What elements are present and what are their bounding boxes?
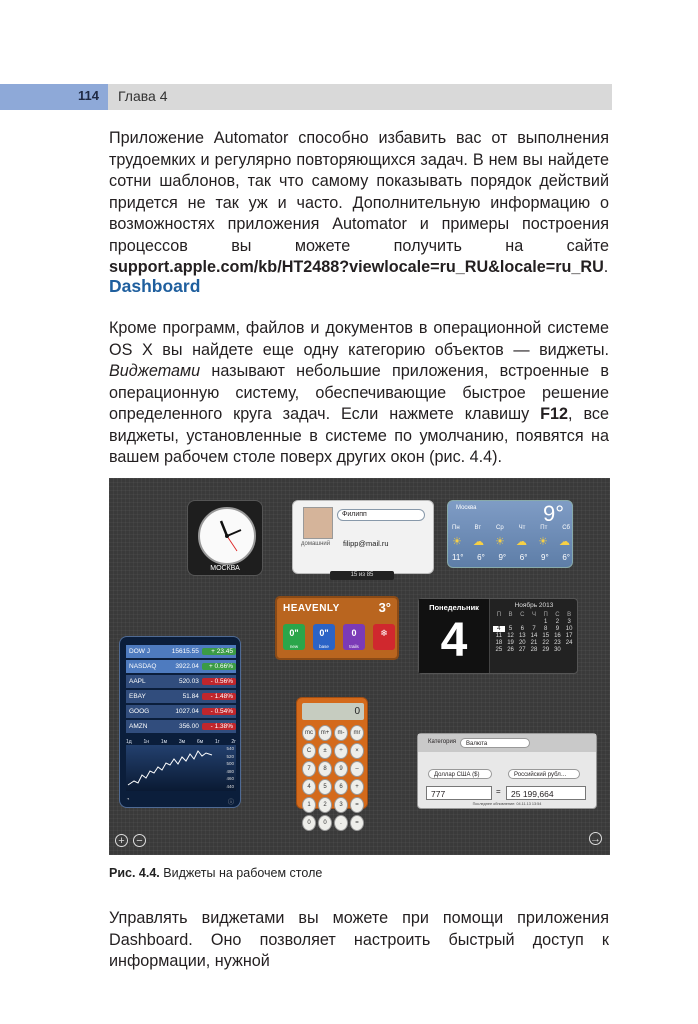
add-widget-button[interactable]: + xyxy=(115,834,128,847)
partly-sunny-icon: ☀ xyxy=(495,536,505,548)
calendar-day[interactable]: 15 xyxy=(542,633,550,639)
weather-city: Москва xyxy=(456,505,477,511)
weather-temp: 11° xyxy=(452,553,464,562)
calculator-key[interactable]: = xyxy=(350,797,364,813)
stock-symbol: GOOG xyxy=(129,708,150,715)
calculator-key[interactable]: 5 xyxy=(318,779,332,795)
calculator-key[interactable]: C xyxy=(302,743,316,759)
stock-y-label: 520 xyxy=(226,753,234,759)
stock-price: 520.03 xyxy=(178,678,199,685)
calendar-day[interactable] xyxy=(516,619,528,625)
calendar-widget[interactable] xyxy=(418,598,578,674)
stock-row[interactable] xyxy=(126,660,236,673)
stock-price: 1027.04 xyxy=(175,708,199,715)
calculator-key[interactable]: ± xyxy=(318,743,332,759)
calendar-day[interactable]: 4 xyxy=(493,626,505,632)
stock-price: 51.84 xyxy=(182,693,199,700)
calendar-day[interactable] xyxy=(505,619,517,625)
stock-price: 15615.55 xyxy=(171,648,199,655)
weather-temp: 9° xyxy=(541,553,549,562)
calendar-weekday: С xyxy=(555,612,560,618)
calculator-key[interactable]: – xyxy=(350,761,364,777)
clock-hands-icon xyxy=(200,509,254,563)
calendar-day[interactable]: 28 xyxy=(530,647,538,653)
stock-period-tab[interactable]: 1д xyxy=(126,739,132,745)
stock-change: - 0.54% xyxy=(202,708,236,715)
calendar-day[interactable]: 21 xyxy=(530,640,538,646)
calculator-key[interactable]: = xyxy=(350,815,364,831)
calculator-key[interactable]: 4 xyxy=(302,779,316,795)
stock-graph xyxy=(126,745,236,791)
weather-widget[interactable] xyxy=(447,500,573,568)
calendar-day[interactable]: 19 xyxy=(507,640,514,646)
calendar-day[interactable]: 29 xyxy=(542,647,550,653)
stock-period-tab[interactable]: 2г xyxy=(231,739,236,745)
calendar-day[interactable]: 2 xyxy=(555,619,560,625)
stock-row[interactable] xyxy=(126,645,236,658)
calculator-key[interactable]: 1 xyxy=(302,797,316,813)
stock-change: + 0.66% xyxy=(202,663,236,670)
calendar-day[interactable]: 1 xyxy=(544,619,548,625)
converter-to-select[interactable]: Российский рубл… xyxy=(508,769,580,779)
clock-city: МОСКВА xyxy=(210,565,240,572)
calendar-day[interactable]: 22 xyxy=(542,640,550,646)
chapter-title: Глава 4 xyxy=(118,88,168,104)
stock-price: 356.00 xyxy=(178,723,199,730)
calendar-weekday: В xyxy=(567,612,572,618)
converter-category-select[interactable]: Валюта xyxy=(460,738,530,748)
weather-day: Чт xyxy=(518,525,526,531)
weather-day: Пт xyxy=(540,525,548,531)
ski-resort-name: HEAVENLY xyxy=(283,603,340,614)
calendar-day[interactable]: 17 xyxy=(565,633,573,639)
stock-y-label: 500 xyxy=(226,761,234,766)
email-label: домашний xyxy=(301,541,331,547)
rain-icon: ☁ xyxy=(472,536,484,548)
calculator-key[interactable]: 9 xyxy=(334,761,348,777)
address-book-widget[interactable] xyxy=(292,500,434,574)
paragraph-manage: Управлять виджетами вы можете при помощи приложения Dashboard. Оно позволяет настроить быстрый доступ к информации, нужной xyxy=(109,909,609,970)
calendar-day[interactable] xyxy=(493,619,505,625)
calendar-day[interactable]: 16 xyxy=(554,633,561,639)
refresh-icon[interactable]: ◔ xyxy=(126,797,130,803)
stock-y-label: 540 xyxy=(226,746,234,751)
calendar-weekday: Ч xyxy=(531,612,536,618)
converter-from-input[interactable]: 777 xyxy=(426,786,492,800)
calendar-day[interactable]: 6 xyxy=(520,626,524,632)
calendar-day[interactable]: 9 xyxy=(555,626,560,632)
caption-label: Рис. 4.4. xyxy=(109,866,160,880)
stock-change: - 0.56% xyxy=(202,678,236,685)
stock-symbol: EBAY xyxy=(129,693,146,700)
calculator-key[interactable]: 2 xyxy=(318,797,332,813)
stock-y-label: 440 xyxy=(226,783,234,789)
clock-widget[interactable] xyxy=(187,500,263,576)
calendar-day[interactable]: 7 xyxy=(532,626,536,632)
weather-day: Ср xyxy=(496,525,504,531)
stock-line-chart xyxy=(126,745,216,791)
paragraph-text: , все виджеты, установленные в системе по умолчанию, появятся на вашем рабочем столе поверх других окон (рис. 4.4). xyxy=(109,405,610,466)
weather-temp: 6° xyxy=(562,553,570,562)
rain-icon: ☁ xyxy=(558,536,570,548)
calculator-key[interactable]: 3 xyxy=(334,797,348,813)
stock-footer xyxy=(126,797,236,806)
converter-updated: Последнее обновление: 04.11.13 13:54 xyxy=(472,802,542,806)
calendar-day[interactable] xyxy=(563,647,575,653)
calculator-key[interactable]: 7 xyxy=(302,761,316,777)
stock-period-tab[interactable]: 1н xyxy=(143,739,150,745)
weather-current-temp: 9° xyxy=(542,501,564,526)
calendar-day-number: 4 xyxy=(440,614,468,667)
calculator-widget[interactable] xyxy=(296,697,368,826)
calculator-key[interactable]: m- xyxy=(334,725,348,741)
remove-widget-button[interactable]: − xyxy=(133,834,146,847)
stock-row[interactable] xyxy=(126,690,236,703)
address-book-pager[interactable]: 15 из 85 xyxy=(330,571,394,580)
weather-day: Пн xyxy=(452,525,460,531)
weather-days xyxy=(452,525,570,531)
caption-text: Виджеты на рабочем столе xyxy=(163,866,323,880)
contact-email[interactable]: filipp@mail.ru xyxy=(343,539,389,548)
calendar-day[interactable]: 10 xyxy=(565,626,573,632)
weather-day: Сб xyxy=(562,525,570,531)
stock-change: - 1.48% xyxy=(202,693,236,700)
calendar-day[interactable]: 27 xyxy=(518,647,526,653)
calculator-key[interactable]: mc xyxy=(302,725,316,741)
page-number: 114 xyxy=(78,88,99,103)
paragraph-text: называют небольшие приложения, встроенные в операционную систему, обеспечивающие быстрое решение определенного круга задач. Если нажмете клавишу xyxy=(109,362,609,423)
calendar-day[interactable] xyxy=(528,619,540,625)
paragraph-end: . xyxy=(603,258,609,276)
calendar-weekday: П xyxy=(496,612,501,618)
info-icon[interactable]: ⓘ xyxy=(227,800,234,806)
calendar-day[interactable]: 30 xyxy=(554,647,561,653)
ski-temp: 3° xyxy=(378,600,391,615)
calendar-weekday: С xyxy=(520,612,525,618)
contact-search-field[interactable]: Филипп xyxy=(337,509,425,521)
converter-widget[interactable] xyxy=(417,733,597,809)
weather-icons xyxy=(452,535,570,548)
calculator-key[interactable]: m+ xyxy=(318,725,332,741)
converter-from-select[interactable]: Доллар США ($) xyxy=(428,769,492,779)
weather-temp: 6° xyxy=(519,553,528,562)
calendar-weekday: П xyxy=(543,612,548,618)
key-name: F12 xyxy=(540,405,569,423)
converter-category-label: Категория xyxy=(428,739,457,745)
weather-temp: 6° xyxy=(477,553,485,562)
clock-face xyxy=(198,507,256,565)
calendar-day[interactable]: 8 xyxy=(544,626,548,632)
calculator-key[interactable]: . xyxy=(334,815,348,831)
calendar-day[interactable]: 3 xyxy=(567,619,571,625)
calculator-key[interactable]: 0 xyxy=(318,815,332,831)
calendar-day-name: Понедельник xyxy=(429,603,479,612)
calculator-key[interactable]: ÷ xyxy=(334,743,348,759)
calendar-day-panel xyxy=(419,599,490,673)
stock-row[interactable] xyxy=(126,675,236,688)
ski-tile-trails: 0 trails xyxy=(343,624,365,650)
stock-y-label: 480 xyxy=(226,768,234,774)
paragraph-dashboard xyxy=(109,318,609,469)
figure-caption xyxy=(109,866,322,880)
converter-to-input[interactable]: 25 199,664 xyxy=(506,786,586,800)
page-number-box xyxy=(0,84,108,110)
stock-y-label: 460 xyxy=(226,776,234,781)
emphasis-term: Виджетами xyxy=(109,362,201,380)
calendar-day[interactable]: 14 xyxy=(530,633,538,639)
calendar-day[interactable]: 23 xyxy=(554,640,561,646)
dashboard-figure xyxy=(109,478,610,855)
calendar-day[interactable]: 24 xyxy=(565,640,573,646)
paragraph-automator xyxy=(109,128,609,279)
calendar-day[interactable]: 26 xyxy=(507,647,514,653)
stock-period-tab[interactable]: 6м xyxy=(196,739,204,745)
calculator-key[interactable]: 0 xyxy=(302,815,316,831)
stock-price: 3922.04 xyxy=(175,663,199,670)
stock-symbol: NASDAQ xyxy=(129,663,157,670)
ski-report-widget[interactable] xyxy=(275,596,399,660)
partly-sunny-icon: ☀ xyxy=(452,536,462,548)
weather-temps xyxy=(452,553,570,562)
ski-tile-new: 0" new xyxy=(283,624,305,650)
stock-change: + 23.45 xyxy=(202,648,236,655)
stock-symbol: AAPL xyxy=(129,678,146,685)
weather-day: Вт xyxy=(474,525,482,531)
weather-temp: 9° xyxy=(498,553,507,562)
equals-sign: = xyxy=(496,787,501,796)
ski-tile-base: 0" base xyxy=(313,624,335,650)
ski-tiles xyxy=(283,624,395,650)
stock-row[interactable] xyxy=(126,720,236,733)
paragraph-text: Кроме программ, файлов и документов в операционной системе OS X вы найдете еще одну категорию объектов — виджеты. xyxy=(109,319,609,359)
calendar-day[interactable]: 12 xyxy=(507,633,514,639)
partly-sunny-icon: ☀ xyxy=(538,536,548,548)
calendar-grid xyxy=(493,612,575,653)
calendar-day[interactable]: 20 xyxy=(518,640,526,646)
stock-symbol: DOW J xyxy=(129,648,150,655)
calendar-day[interactable]: 25 xyxy=(495,647,503,653)
calendar-weekday: В xyxy=(508,612,513,618)
calendar-day[interactable]: 5 xyxy=(508,626,513,632)
stock-row[interactable] xyxy=(126,705,236,718)
calculator-key[interactable]: 6 xyxy=(334,779,348,795)
calendar-day[interactable]: 13 xyxy=(518,633,526,639)
calculator-display: 0 xyxy=(302,703,364,720)
calculator-key[interactable]: × xyxy=(350,743,364,759)
calendar-day[interactable]: 11 xyxy=(495,633,502,639)
calculator-key[interactable]: 8 xyxy=(318,761,332,777)
snowflake-icon: ❄ xyxy=(373,624,395,650)
stock-symbol: AMZN xyxy=(129,723,148,730)
paragraph-text: Приложение Automator способно избавить вас от выполнения трудоемких и регулярно повторяющихся задач. В нем вы найдете сотни шаблонов, так что самому показывать порядок действий придется не так уж и часто. Дополнительную информацию о возможностях приложения Automator и примеры построения процессов вы можете получить на сайте xyxy=(109,129,609,255)
stock-change: - 1.38% xyxy=(202,723,236,730)
stocks-widget[interactable] xyxy=(119,636,241,808)
stock-period-tab[interactable]: 3м xyxy=(178,739,186,745)
stock-period-tab[interactable]: 1г xyxy=(214,739,220,745)
calendar-day[interactable]: 18 xyxy=(495,640,503,646)
section-heading: Dashboard xyxy=(109,276,201,296)
calculator-key[interactable]: + xyxy=(350,779,364,795)
calculator-key[interactable]: mr xyxy=(350,725,364,741)
contact-photo xyxy=(303,507,333,539)
rain-icon: ☁ xyxy=(515,536,527,548)
calculator-keys xyxy=(302,725,364,831)
support-link[interactable]: support.apple.com/kb/HT2488?viewlocale=ru_RU&locale=ru_RU xyxy=(109,258,604,276)
next-arrow-button[interactable]: → xyxy=(590,833,601,845)
running-header xyxy=(0,84,612,110)
calendar-month: Ноябрь 2013 xyxy=(514,602,554,609)
stock-period-tab[interactable]: 1м xyxy=(160,739,168,745)
